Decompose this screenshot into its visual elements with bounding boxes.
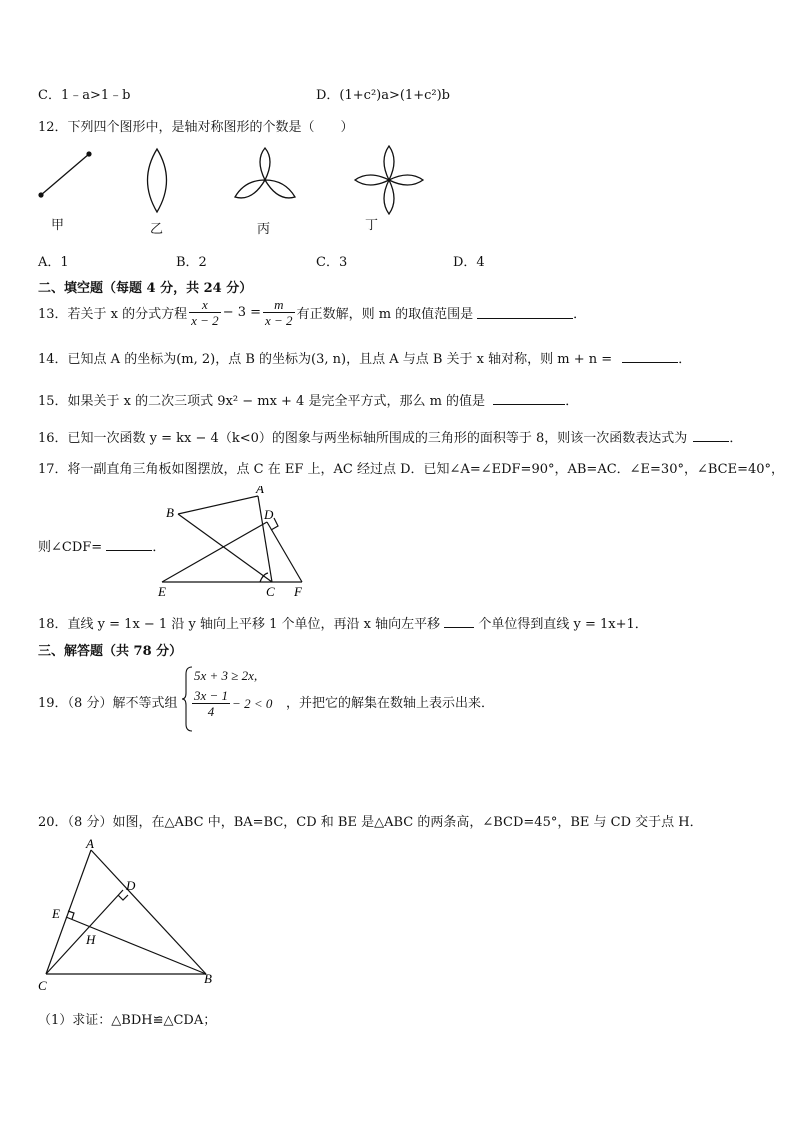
q15-text: 15．如果关于 x 的二次三项式 9x² − mx + 4 是完全平方式，那么 m 的值是: [38, 394, 486, 409]
q20-figure: [34, 838, 224, 998]
q20-sub1: （1）求证：△BDH≌△CDA；: [38, 1013, 217, 1028]
q14-text: 14．已知点 A 的坐标为(m, 2)，点 B 的坐标为(3, n)，且点 A 与点 B 关于 x 轴对称，则 m + n =: [38, 352, 613, 367]
q19-f-denominator: 4: [207, 704, 215, 719]
q12-figures: [30, 142, 450, 222]
section-2-heading: 二、填空题（每题 4 分，共 24 分）: [38, 281, 253, 296]
q16-text: 16．已知一次函数 y = kx − 4（k<0）的图象与两坐标轴所围成的三角形的面积等于 8，则该一次函数表达式为: [38, 431, 688, 446]
q20-label-a: A: [86, 838, 94, 851]
q17-label-e: E: [158, 584, 166, 598]
q17-answer-prefix: 则∠CDF=: [38, 540, 103, 555]
q19-f-numerator: 3x − 1: [194, 688, 229, 703]
q20-label-e: E: [52, 906, 60, 921]
q13-f2-denominator: x − 2: [265, 313, 293, 328]
q17-label-b: B: [166, 505, 174, 520]
section-3-heading: 三、解答题（共 78 分）: [38, 644, 183, 659]
q18-pre: 18．直线 y = 1x − 1 沿 y 轴向上平移 1 个单位，再沿 x 轴向左平移: [38, 617, 441, 632]
q17-answer-blank[interactable]: [106, 538, 152, 551]
q13: 13．若关于 x 的分式方程 $\frac{x}{x - 2}$ − 3 = $\frac{m}{x - 2}$ 有正数解，则 m 的取值范围是 ．: [38, 297, 587, 328]
q18-answer-blank[interactable]: [444, 615, 474, 628]
q15: 15．如果关于 x 的二次三项式 9x² − mx + 4 是完全平方式，那么 m 的值是 ．: [38, 394, 579, 409]
q17-figure: [150, 486, 320, 598]
q12-option-b: B．2: [176, 255, 207, 270]
q13-fraction-2: [263, 297, 295, 328]
q12-option-c: C．3: [316, 255, 348, 270]
q20-label-c: C: [38, 978, 47, 993]
q20-label-b: B: [204, 971, 212, 986]
q13-f1-denominator: x − 2: [191, 313, 219, 328]
q18: [38, 613, 648, 632]
q19-inequality-2: [190, 688, 272, 719]
q19-pre: 19．（8 分）解不等式组: [38, 696, 178, 711]
q13-answer-blank[interactable]: [477, 306, 573, 319]
q19-post: ，并把它的解集在数轴上表示出来．: [286, 696, 495, 711]
q14-answer-blank[interactable]: [622, 350, 678, 363]
q20-label-h: H: [86, 932, 96, 947]
q18-post: 个单位得到直线 y = 1x+1．: [478, 617, 648, 632]
q12-stem: 12．下列四个图形中，是轴对称图形的个数是（ ）: [38, 120, 354, 135]
q17-answer-line: 则∠CDF= ．: [38, 540, 166, 555]
q20-stem: 20．（8 分）如图，在△ABC 中，BA=BC，CD 和 BE 是△ABC 的两条高，∠BCD=45°，BE 与 CD 交于点 H．: [38, 815, 703, 830]
q12-option-a: A．1: [38, 255, 69, 270]
q13-fraction-1: [189, 297, 221, 328]
q17-label-d: D: [264, 507, 274, 522]
q19-ineq2-tail: − 2 < 0: [232, 695, 273, 711]
figure-ding: [355, 146, 423, 214]
q16: 16．已知一次函数 y = kx − 4（k<0）的图象与两坐标轴所围成的三角形的面积等于 8，则该一次函数表达式为 ．: [38, 431, 743, 446]
label-ding: 丁: [365, 218, 379, 233]
q17-label-f: F: [294, 584, 302, 598]
q11-option-d: D．(1+c²)a>(1+c²)b: [316, 88, 450, 103]
q19-inequality-1: 5x + 3 ≥ 2x,: [194, 668, 258, 683]
q13-f2-numerator: m: [263, 297, 295, 313]
q17-label-c: C: [266, 584, 275, 598]
q20-label-d: D: [126, 878, 136, 893]
q13-f1-numerator: x: [189, 297, 221, 313]
figure-jia: [38, 151, 91, 197]
q13-pre: 13．若关于 x 的分式方程: [38, 307, 188, 322]
figure-bing: [235, 148, 295, 198]
label-jia: 甲: [51, 218, 65, 233]
q19-fraction: [192, 688, 230, 719]
q13-post: 有正数解，则 m 的取值范围是: [296, 307, 474, 322]
label-yi: 乙: [150, 222, 164, 237]
q14: 14．已知点 A 的坐标为(m, 2)，点 B 的坐标为(3, n)，且点 A 与点 B 关于 x 轴对称，则 m + n = ．: [38, 352, 692, 367]
q11-option-c: C．1﹣a>1﹣b: [38, 88, 131, 103]
label-bing: 丙: [257, 222, 271, 237]
q13-mid: − 3 =: [222, 305, 262, 320]
figure-yi: [148, 149, 167, 212]
q17-label-a: A: [256, 486, 264, 496]
q15-answer-blank[interactable]: [493, 392, 565, 405]
q12-option-d: D．4: [453, 255, 485, 270]
q16-answer-blank[interactable]: [693, 429, 729, 442]
q17-stem: 17．将一副直角三角板如图摆放，点 C 在 EF 上，AC 经过点 D．已知∠A=∠EDF=90°，AB=AC．∠E=30°，∠BCE=40°，: [38, 462, 785, 477]
